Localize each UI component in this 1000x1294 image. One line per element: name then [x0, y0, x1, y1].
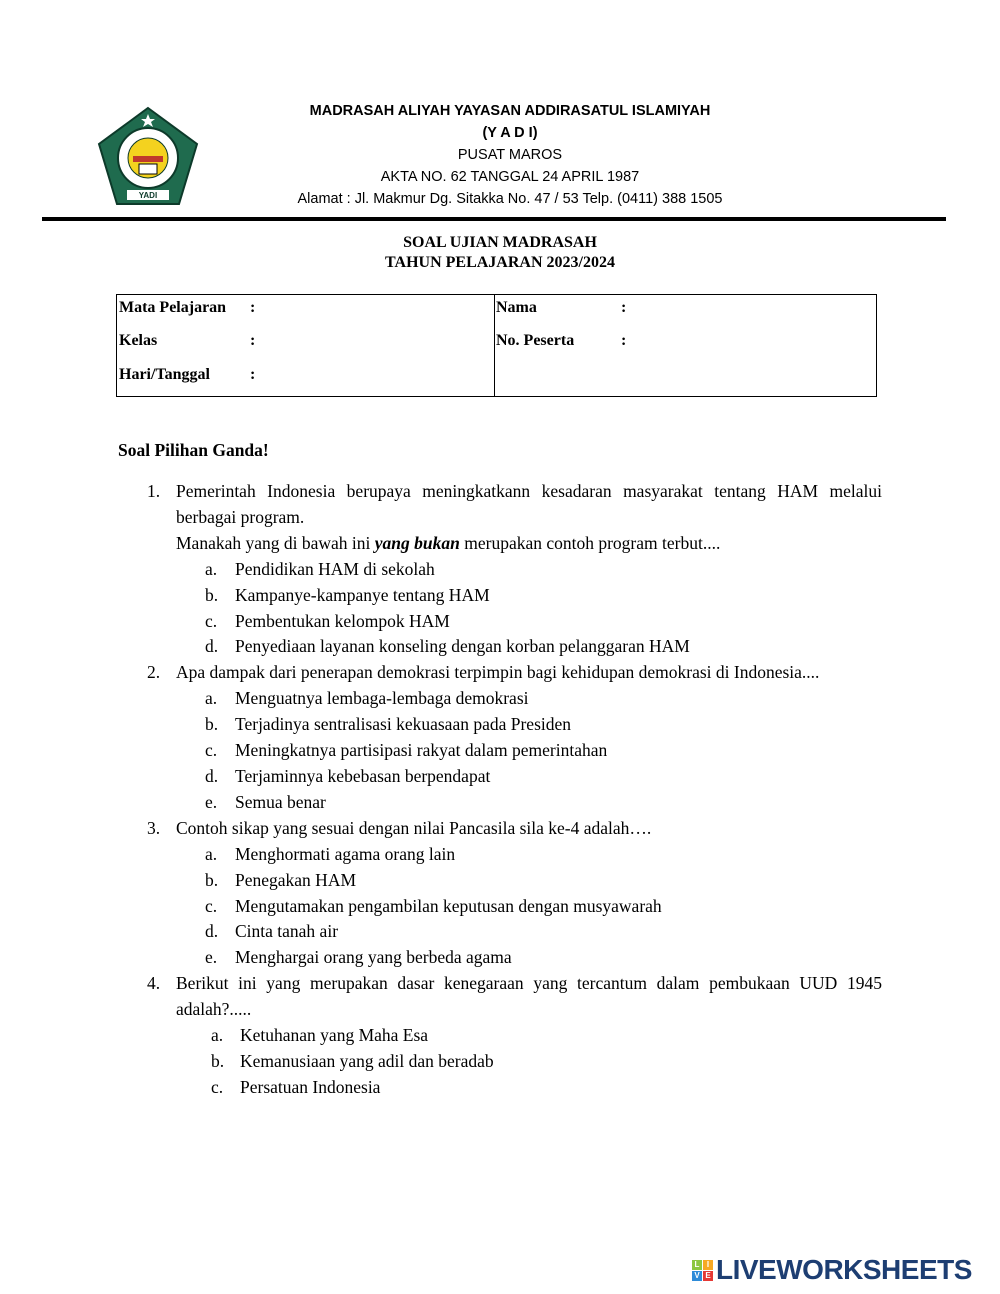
student-info-table	[116, 294, 877, 397]
option-text: Ketuhanan yang Maha Esa	[240, 1025, 429, 1046]
exam-title-line1: SOAL UJIAN MADRASAH	[403, 234, 597, 251]
question-4	[0, 971, 882, 1023]
option	[0, 868, 1000, 894]
field-label: Kelas	[119, 332, 158, 349]
option	[0, 738, 1000, 764]
option-letter: b.	[205, 584, 219, 605]
field-label: Nama	[496, 299, 537, 316]
option-text: Penyediaan layanan konseling dengan korban pelanggaran HAM	[235, 636, 690, 657]
field-colon: :	[250, 332, 256, 349]
option-text: Pendidikan HAM di sekolah	[235, 558, 435, 579]
svg-text:YADI: YADI	[138, 191, 158, 200]
school-abbr: (Y A D I)	[482, 125, 538, 141]
option-letter: e.	[205, 947, 218, 968]
option	[0, 1049, 1000, 1075]
school-name: MADRASAH ALIYAH YAYASAN ADDIRASATUL ISLAMIYAH	[309, 103, 711, 119]
option-text: Menghargai orang yang berbeda agama	[235, 947, 512, 968]
field-label: Mata Pelajaran	[119, 299, 227, 316]
field-label: Hari/Tanggal	[119, 366, 210, 383]
option-text: Semua benar	[235, 791, 326, 812]
option-letter: c.	[205, 610, 218, 631]
option-letter: c.	[205, 740, 218, 761]
question-text: Pemerintah Indonesia berupaya meningkatkann kesadaran masyarakat tentang HAM melalui berbagai program.	[176, 481, 882, 527]
option-text: Pembentukan kelompok HAM	[235, 610, 450, 631]
option	[0, 634, 1000, 660]
option-letter: a.	[205, 688, 218, 709]
prompt-emphasis: yang bukan	[374, 532, 460, 553]
option-letter: a.	[205, 558, 218, 579]
school-header	[240, 100, 780, 210]
question-number: 1.	[147, 481, 161, 501]
option-text: Meningkatnya partisipasi rakyat dalam pemerintahan	[235, 740, 608, 761]
logo-letter: V	[692, 1271, 702, 1281]
option-text: Mengutamakan pengambilan keputusan dengan musyawarah	[235, 895, 662, 916]
option	[0, 686, 1000, 712]
option-letter: b.	[205, 869, 219, 890]
option-text: Cinta tanah air	[235, 921, 339, 942]
option-letter: d.	[205, 636, 219, 657]
option-text: Menguatnya lembaga-lembaga demokrasi	[235, 688, 529, 709]
option-text: Menghormati agama orang lain	[235, 843, 456, 864]
option-letter: c.	[205, 895, 218, 916]
option-letter: c.	[211, 1076, 224, 1097]
option	[0, 894, 1000, 920]
prompt-text: merupakan contoh program terbut....	[459, 532, 721, 553]
option-letter: b.	[205, 714, 219, 735]
school-location: PUSAT MAROS	[457, 147, 563, 163]
option	[0, 790, 1000, 816]
question-2	[0, 660, 882, 686]
option	[0, 557, 1000, 583]
question-1-prompt	[0, 531, 882, 557]
school-logo	[97, 106, 199, 208]
option-letter: d.	[205, 765, 219, 786]
liveworksheets-icon	[692, 1260, 713, 1281]
option	[0, 1075, 1000, 1101]
liveworksheets-wordmark: LIVEWORKSHEETS	[716, 1254, 972, 1285]
option	[0, 583, 1000, 609]
option-text: Penegakan HAM	[235, 869, 357, 890]
option-text: Kampanye-kampanye tentang HAM	[235, 584, 490, 605]
question-number: 4.	[147, 973, 161, 994]
question-text: Berikut ini yang merupakan dasar kenegaraan yang tercantum dalam pembukaan UUD 1945 adalah?.....	[176, 973, 882, 1020]
school-address: Alamat : Jl. Makmur Dg. Sitakka No. 47 / 53 Telp. (0411) 388 1505	[297, 191, 723, 207]
logo-letter: L	[692, 1260, 702, 1270]
option-text: Persatuan Indonesia	[240, 1076, 381, 1097]
option	[0, 1023, 1000, 1049]
field-colon: :	[250, 299, 256, 316]
option	[0, 712, 1000, 738]
option	[0, 842, 1000, 868]
option-text: Terjaminnya kebebasan berpendapat	[235, 765, 491, 786]
field-label: No. Peserta	[496, 332, 575, 349]
question-number: 2.	[147, 662, 161, 683]
school-akta: AKTA NO. 62 TANGGAL 24 APRIL 1987	[380, 169, 640, 185]
exam-title	[250, 233, 750, 273]
table-divider	[494, 295, 495, 396]
question-number: 3.	[147, 817, 161, 838]
header-divider	[42, 217, 946, 221]
section-title: Soal Pilihan Ganda!	[118, 440, 269, 460]
option	[0, 945, 1000, 971]
field-colon: :	[621, 332, 627, 349]
exam-title-line2: TAHUN PELAJARAN 2023/2024	[385, 254, 615, 271]
logo-letter: E	[703, 1271, 713, 1281]
questions-list	[0, 479, 1000, 1101]
option-letter: b.	[211, 1050, 225, 1071]
option-text: Terjadinya sentralisasi kekuasaan pada Presiden	[235, 714, 572, 735]
logo-letter: I	[703, 1260, 713, 1270]
question-3	[0, 816, 882, 842]
option	[0, 919, 1000, 945]
liveworksheets-logo	[692, 1254, 972, 1286]
prompt-text: Manakah yang di bawah ini	[176, 532, 375, 553]
field-colon: :	[621, 299, 627, 316]
question-text: Contoh sikap yang sesuai dengan nilai Pancasila sila ke-4 adalah….	[176, 817, 652, 838]
option-letter: a.	[205, 843, 218, 864]
option-text: Kemanusiaan yang adil dan beradab	[240, 1050, 494, 1071]
option	[0, 609, 1000, 635]
option	[0, 764, 1000, 790]
option-letter: e.	[205, 791, 218, 812]
field-colon: :	[250, 366, 256, 383]
question-text: Apa dampak dari penerapan demokrasi terpimpin bagi kehidupan demokrasi di Indonesia....	[176, 662, 820, 683]
option-letter: d.	[205, 921, 219, 942]
option-letter: a.	[211, 1025, 224, 1046]
question-1	[0, 479, 882, 531]
